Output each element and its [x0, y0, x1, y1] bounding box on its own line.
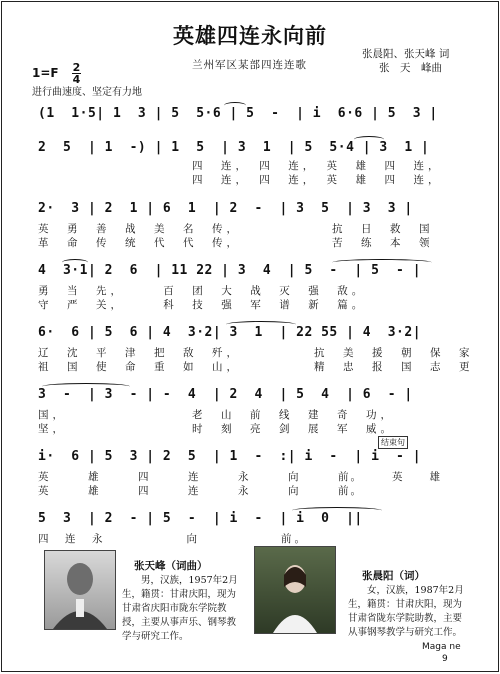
lyric-line: 时 刻 亮 剑 展 军 威。: [192, 423, 395, 435]
notation-line-7: i· 6 | 5 3 | 2 5 | 1 - :| i - | i - |: [38, 449, 422, 464]
tempo-marking: 进行曲速度、坚定有力地: [32, 87, 142, 98]
lyric-line: 国，: [38, 409, 67, 421]
lyric-line: 英 勇 善 战 美 名 传，: [38, 223, 241, 235]
notation-line-2: 2 5 | 1 -) | 1 5 | 3 1 | 5 5·4 | 3 1 |: [38, 140, 430, 155]
portrait-icon: [255, 547, 335, 633]
time-bottom: 4: [72, 73, 81, 86]
notation-line-4: 4 3·1| 2 6 | 11 22 | 3 4 | 5 - | 5 - |: [38, 263, 422, 278]
lyrics-credit: 张晨阳、张天峰 词: [362, 48, 450, 60]
notation-line-3: 2· 3 | 2 1 | 6 1 | 2 - | 3 5 | 3 3 |: [38, 201, 413, 216]
slur-mark: [292, 507, 382, 514]
song-subtitle: 兰州军区某部四连连歌: [192, 59, 307, 71]
lyric-line: 四 连 永 向 前。: [38, 533, 308, 545]
portrait-icon: [45, 551, 115, 629]
lyric-line: 英 雄 四 连 永 向 前。: [38, 471, 363, 483]
lyric-line: 老 山 前 线 建 奇 功，: [192, 409, 395, 421]
slur-mark: [354, 136, 384, 143]
bio-text: 女，汉族，1987年2月生，籍贯：甘肃庆阳，现为甘肃省陇东学院助教，主要从事钢琴教学与研究工作。: [348, 585, 464, 638]
author-photo: [44, 550, 116, 630]
song-title: 英雄四连永向前: [173, 24, 327, 48]
notation-line-8: 5 3 | 2 - | 5 - | i - | i 0 ||: [38, 511, 363, 526]
lyric-line: 精 忠 报 国 志 更: [314, 361, 474, 373]
lyric-line: 革 命 传 统 代 代 传，: [38, 237, 241, 249]
lyric-line: 英 雄: [392, 471, 442, 483]
notation-line-5: 6· 6 | 5 6 | 4 3·2| 3 1 | 22 55 | 4 3·2|: [38, 325, 422, 340]
lyric-line: 祖 国 使 命 重 如 山，: [38, 361, 241, 373]
notation-line-6: 3 - | 3 - | - 4 | 2 4 | 5 4 | 6 - |: [38, 387, 413, 402]
slur-mark: [62, 259, 88, 266]
lyric-line: 抗 美 援 朝 保 家: [314, 347, 474, 359]
lyric-line: 英 雄 四 连 永 向 前。: [38, 485, 363, 497]
lyric-line: 坚，: [38, 423, 67, 435]
time-top: 2: [72, 61, 81, 74]
bio-name: 张天峰（词曲）: [134, 560, 208, 572]
author-photo: [254, 546, 336, 634]
time-signature: [72, 62, 81, 85]
lyric-line: 抗 日 救 国: [332, 223, 434, 235]
ending-tag: 结束句: [378, 436, 408, 449]
lyric-line: 辽 沈 平 津 把 敌 歼，: [38, 347, 241, 359]
lyric-line: 四 连， 四 连， 英 雄 四 连，: [192, 174, 443, 186]
slur-mark: [226, 321, 296, 328]
lyric-line: 守 严 关， 科 技 强 军 谱 新 篇。: [38, 299, 367, 311]
slur-mark: [224, 102, 246, 109]
lyric-line: 苦 练 本 领: [332, 237, 434, 249]
lyric-line: 勇 当 先， 百 团 大 战 灭 强 敌。: [38, 285, 367, 297]
slur-mark: [42, 383, 130, 390]
notation-line-1: (1 1·5| 1 3 | 5 5·6 | 5 - | i 6·6 | 5 3 |: [38, 106, 438, 121]
bio-text: 男，汉族，1957年2月生，籍贯：甘肃庆阳，现为甘肃省庆阳市陇东学院教授，主要从事声乐、钢琴教学与研究工作。: [122, 575, 238, 642]
music-credit: 张 天 峰曲: [379, 62, 442, 74]
page-number: 9: [442, 654, 448, 664]
magazine-name: Maga ne: [422, 642, 461, 652]
bio-name: 张晨阳（词）: [362, 570, 425, 582]
score-page: [1, 1, 499, 672]
lyric-line: 四 连， 四 连， 英 雄 四 连，: [192, 160, 443, 172]
slur-mark: [332, 259, 432, 266]
key-signature: 1=F: [32, 66, 59, 80]
